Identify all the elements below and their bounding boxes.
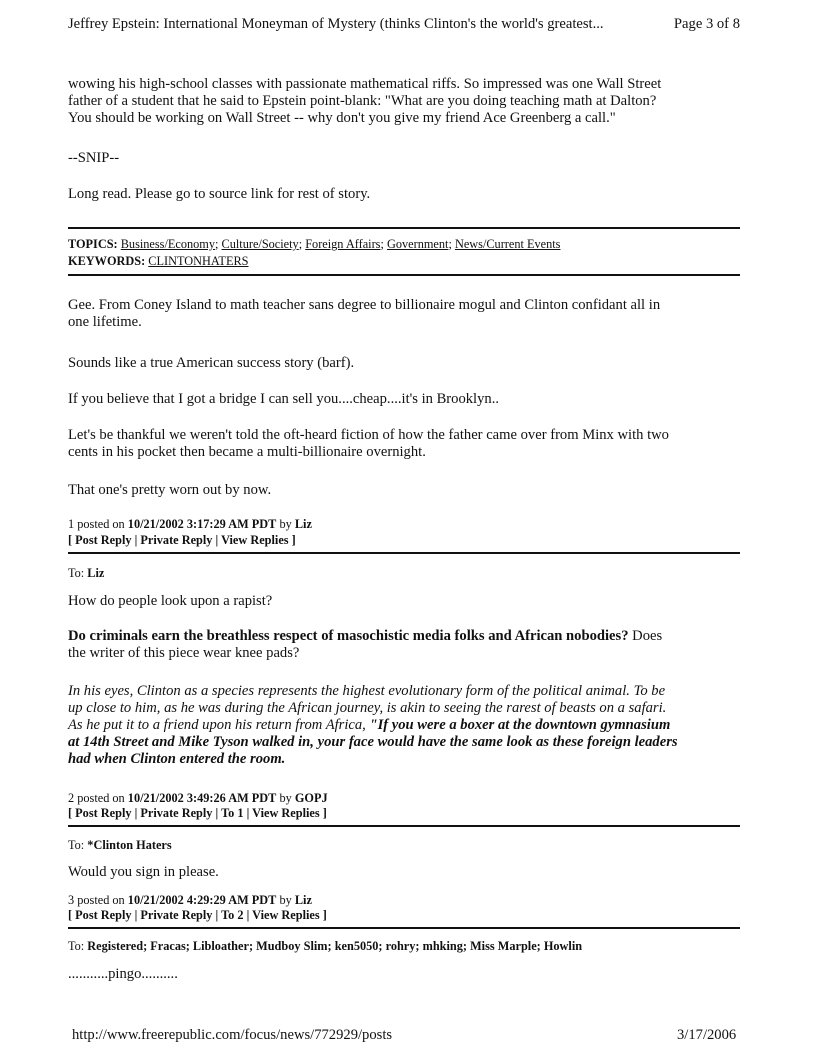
- page-number: Page 3 of 8: [673, 16, 740, 32]
- quote-line: up close to him, as he was during the African journey, is akin to seeing the rarest of beasts on a safari.: [68, 700, 667, 716]
- article-excerpt: [68, 76, 748, 127]
- article-line: father of a student that he said to Epstein point-blank: "What are you doing teaching math at Dalton?: [68, 93, 657, 109]
- topic-link[interactable]: Foreign Affairs: [305, 237, 381, 251]
- page-header: [68, 16, 740, 33]
- footer-url: http://www.freerepublic.com/focus/news/772929/posts: [72, 1027, 393, 1043]
- post-line: ...........pingo..........: [68, 966, 178, 982]
- divider: [68, 227, 740, 229]
- document-title: Jeffrey Epstein: International Moneyman of Mystery (thinks Clinton's the world's greatest...: [68, 16, 604, 32]
- post-line: the writer of this piece wear knee pads?: [68, 645, 300, 661]
- to-label: To:: [68, 838, 85, 852]
- divider: [68, 274, 740, 276]
- post-1-actions[interactable]: [ Post Reply | Private Reply | View Replies ]: [68, 533, 296, 547]
- keyword-link[interactable]: CLINTONHATERS: [148, 254, 249, 268]
- by-label: by: [279, 893, 292, 907]
- post-3-actions[interactable]: [ Post Reply | Private Reply | To 2 | View Replies ]: [68, 908, 327, 922]
- post-paragraph: [68, 427, 758, 461]
- post-line: cents in his pocket then became a multi-billionaire overnight.: [68, 444, 426, 460]
- post-line: Sounds like a true American success story (barf).: [68, 355, 355, 371]
- post-3-meta: [68, 893, 312, 907]
- topic-link[interactable]: Government: [386, 237, 449, 251]
- post-paragraph: [68, 628, 758, 662]
- post-author[interactable]: Liz: [294, 517, 312, 531]
- post-line: one lifetime.: [68, 314, 142, 330]
- post-2-actions[interactable]: [ Post Reply | Private Reply | To 1 | View Replies ]: [68, 806, 327, 820]
- post-line: Gee. From Coney Island to math teacher sans degree to billionaire mogul and Clinton confidant all in: [68, 297, 661, 313]
- post-line: Let's be thankful we weren't told the oft-heard fiction of how the father came over from Minx with two: [68, 427, 669, 443]
- post-line: Would you sign in please.: [68, 864, 219, 880]
- quote-bold: had when Clinton entered the room.: [68, 751, 286, 767]
- post-line: If you believe that I got a bridge I can sell you....cheap....it's in Brooklyn..: [68, 391, 500, 407]
- snip-marker: --SNIP--: [68, 150, 120, 166]
- to-label: To:: [68, 566, 85, 580]
- post-number: 2: [68, 791, 75, 805]
- post-line: How do people look upon a rapist?: [68, 593, 273, 609]
- topic-link[interactable]: Culture/Society: [221, 237, 299, 251]
- by-label: by: [279, 791, 292, 805]
- quote-line: As he put it to a friend upon his return from Africa,: [68, 717, 366, 733]
- topic-link[interactable]: News/Current Events: [454, 237, 561, 251]
- keywords-row: [68, 254, 249, 268]
- post-number: 1: [68, 517, 75, 531]
- to-recipient: *Clinton Haters: [87, 838, 172, 852]
- post-4-to: [68, 939, 582, 953]
- post-1-body: [68, 297, 748, 331]
- posted-on-label: posted on: [77, 893, 125, 907]
- to-recipient: Liz: [87, 566, 105, 580]
- post-datetime: 10/21/2002 4:29:29 AM PDT: [127, 893, 277, 907]
- article-line: wowing his high-school classes with passionate mathematical riffs. So impressed was one Wall Street: [68, 76, 662, 92]
- keywords-label: KEYWORDS:: [68, 254, 146, 268]
- topics-label: TOPICS:: [68, 237, 118, 251]
- post-2-meta: [68, 791, 328, 805]
- quote-bold: "If you were a boxer at the downtown gymnasium: [365, 717, 671, 733]
- posted-on-label: posted on: [77, 791, 125, 805]
- by-label: by: [279, 517, 292, 531]
- post-author[interactable]: Liz: [294, 893, 312, 907]
- post-3-to: [68, 838, 172, 852]
- topic-link[interactable]: Business/Economy: [120, 237, 216, 251]
- divider: [68, 825, 740, 827]
- source-note: Long read. Please go to source link for rest of story.: [68, 186, 371, 202]
- bold-question: Do criminals earn the breathless respect of masochistic media folks and African nobodies?: [68, 628, 629, 644]
- quote-block: [68, 683, 758, 768]
- divider: [68, 927, 740, 929]
- post-datetime: 10/21/2002 3:49:26 AM PDT: [127, 791, 277, 805]
- to-label: To:: [68, 939, 85, 953]
- post-number: 3: [68, 893, 75, 907]
- quote-line: In his eyes, Clinton as a species represents the highest evolutionary form of the political animal. To be: [68, 683, 666, 699]
- to-recipient: Registered; Fracas; Libloather; Mudboy Slim; ken5050; rohry; mhking; Miss Marple; Howlin: [87, 939, 583, 953]
- post-1-meta: [68, 517, 312, 531]
- footer-date: 3/17/2006: [677, 1027, 737, 1043]
- article-line: You should be working on Wall Street -- why don't you give my friend Ace Greenberg a call.": [68, 110, 616, 126]
- post-author[interactable]: GOPJ: [294, 791, 328, 805]
- post-line: That one's pretty worn out by now.: [68, 482, 272, 498]
- post-text: Does: [628, 628, 663, 644]
- post-2-to: [68, 566, 104, 580]
- divider: [68, 552, 740, 554]
- quote-bold: at 14th Street and Mike Tyson walked in, your face would have the same look as these foreign leaders: [68, 734, 678, 750]
- posted-on-label: posted on: [77, 517, 125, 531]
- post-datetime: 10/21/2002 3:17:29 AM PDT: [127, 517, 277, 531]
- topics-row: TOPICS: Business/Economy; Culture/Society; Foreign Affairs; Government; News/Current Events: [68, 237, 561, 251]
